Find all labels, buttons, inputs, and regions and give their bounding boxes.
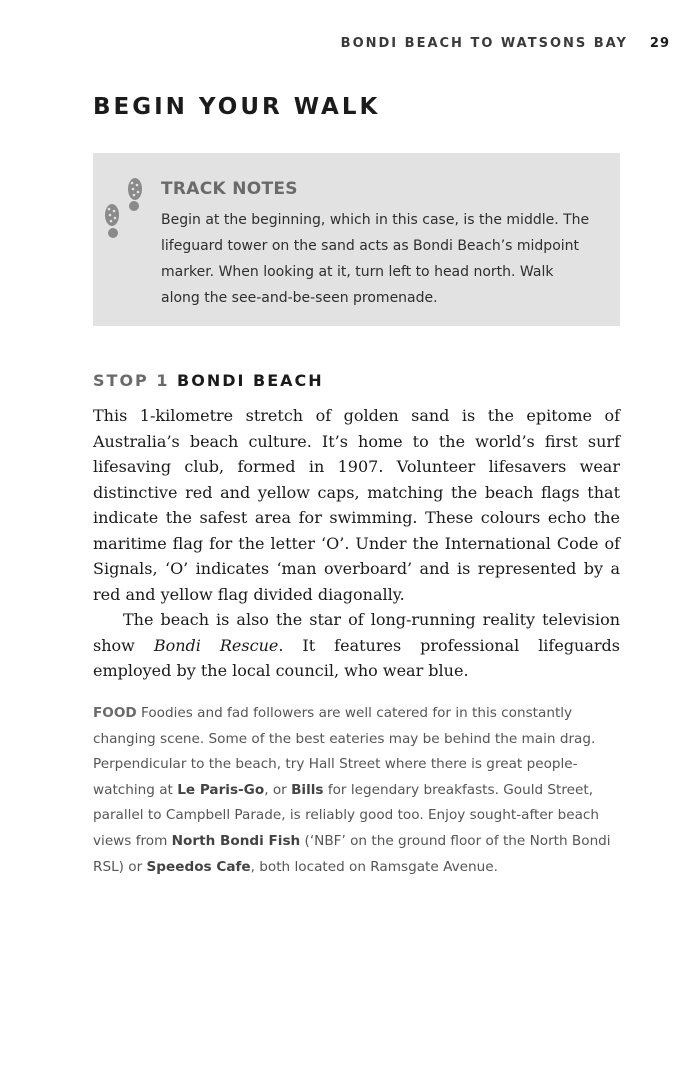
food-section: FOOD Foodies and fad followers are well catered for in this constantly changing scene. Some of the best eateries may be behind the main drag. Perpendicular to the beach, try Hall Street where there is great people-watching at Le Paris-Go, or Bills for legendary breakfasts. Gould Street, parallel to Campbell Parade, is reliably good too. Enjoy sought-after beach views from North Bondi Fish (‘NBF’ on the ground floor of the North Bondi RSL) or Speedos Cafe, both located on Ramsgate Avenue.: [93, 705, 611, 875]
body-paragraph: This 1-kilometre stretch of golden sand is the epitome of Australia’s beach culture. It’s home to the world’s first surf lifesaving club, formed in 1907. Volunteer lifesavers wear distinctive red and yellow caps, matching the beach flags that indicate the safest area for swimming. These colours echo the maritime flag for the letter ‘O’. Under the International Code of Signals, ‘O’ indicates ‘man overboard’ and is represented by a red and yellow flag divided diagonally.: [93, 406, 620, 604]
track-notes-box: [93, 153, 620, 326]
section-title: BEGIN YOUR WALK: [93, 94, 381, 120]
running-header: [341, 36, 670, 51]
track-notes-title: TRACK NOTES: [161, 179, 298, 199]
place-name: North Bondi Fish: [171, 832, 301, 849]
stop-label: STOP 1: [93, 371, 170, 390]
show-title: Bondi Rescue: [153, 635, 279, 655]
track-notes-text: Begin at the beginning, which in this case, is the middle. The lifeguard tower on the sand acts as Bondi Beach’s midpoint marker. When looking at it, turn left to head north. Walk along the see-and-be-seen promenade.: [161, 212, 590, 306]
footprints-icon: [99, 175, 149, 245]
food-label: FOOD: [93, 705, 137, 721]
place-name: Speedos Cafe: [146, 858, 251, 875]
page-number: 29: [649, 36, 670, 51]
body-paragraph: The beach is also the star of long-running reality television show Bondi Rescue. It features professional lifeguards employed by the local council, who wear blue.: [93, 610, 621, 680]
stop-name: BONDI BEACH: [177, 371, 324, 390]
place-name: Bills: [291, 781, 324, 798]
body-text: [93, 403, 620, 684]
place-name: Le Paris-Go: [177, 781, 265, 798]
stop-heading: [93, 371, 324, 390]
running-title: BONDI BEACH TO WATSONS BAY: [340, 36, 628, 51]
